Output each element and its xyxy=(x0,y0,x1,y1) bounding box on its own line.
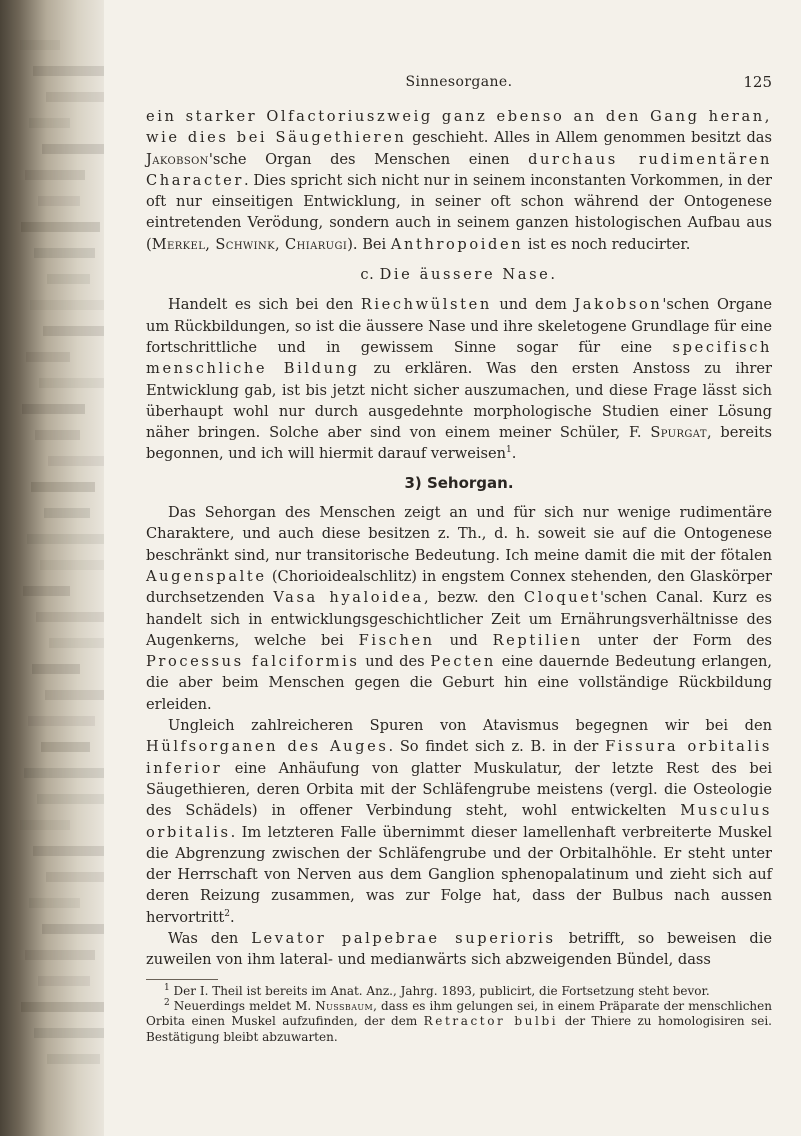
paragraph-4 xyxy=(146,715,772,928)
spaced-text: Riechwülsten xyxy=(360,296,492,314)
bleed-mark xyxy=(46,92,104,102)
bleed-mark xyxy=(33,66,104,76)
text: zu erklären. Was den ersten Anstoss zu ihrer Entwicklung gab, ist bis jetzt nicht sicher auszumachen, und diese Frage lässt sich überhaupt wohl nur durch ausgedehnte morphologische Studien einer Lösung näher bringen. Solche aber sind von einem meiner Schüler, F. xyxy=(146,360,773,442)
spaced-text: Fissura orbitalis inferior xyxy=(146,738,773,777)
text: . xyxy=(511,445,517,463)
running-head xyxy=(146,74,772,96)
bleed-mark xyxy=(28,716,95,726)
spaced-text: Vasa hyaloidea xyxy=(273,589,424,607)
text: (Chorioidealschlitz) in engstem Connex stehenden, den Glaskörper durchsetzenden xyxy=(146,567,772,607)
bleed-mark xyxy=(49,638,104,648)
text: 'sche Organ des Menschen einen xyxy=(208,150,529,168)
bleed-mark xyxy=(42,924,104,934)
bleed-mark xyxy=(29,898,80,908)
bleed-mark xyxy=(34,1028,104,1038)
text: Was den xyxy=(168,929,252,947)
paragraph-2 xyxy=(146,294,772,464)
text: und dem xyxy=(491,296,575,314)
spaced-text: Fischen xyxy=(358,631,435,649)
text: unter der Form des xyxy=(582,631,773,649)
spaced-text: Cloquet xyxy=(523,589,600,607)
bleed-mark xyxy=(43,326,104,336)
text: eine dauernde Bedeutung erlangen, die aber beim Menschen gegen die Geburt hin eine vollständige Rückbildung erleiden. xyxy=(146,653,772,713)
bleed-mark xyxy=(29,118,70,128)
paragraph-3 xyxy=(146,502,772,715)
bleed-mark xyxy=(47,1054,100,1064)
spaced-text: Processus falciformis xyxy=(146,653,360,671)
paragraph-1 xyxy=(146,106,772,255)
footnote-text: Neuerdings meldet M. xyxy=(169,998,316,1013)
spaced-text: specifisch menschliche Bildung xyxy=(146,338,772,378)
footnote-rule xyxy=(146,979,218,980)
bleed-mark xyxy=(36,612,104,622)
bleed-mark xyxy=(27,534,104,544)
spaced-text: Musculus orbitalis xyxy=(146,802,772,841)
page-number: 125 xyxy=(743,73,772,91)
text: 'schen Canal. Kurz es handelt sich in entwicklungsgeschichtlicher Zeit um Ernährungsverhältnisse des Augenkerns, welche bei xyxy=(146,589,772,649)
bleed-mark xyxy=(46,872,104,882)
spaced-text: ein starker Olfactoriuszweig ganz ebenso an den Gang heran, wie dies bei Säugethieren xyxy=(146,108,772,147)
text: Handelt es sich bei den xyxy=(168,296,361,314)
bleed-mark xyxy=(20,40,60,50)
bleed-mark xyxy=(26,352,70,362)
author-name: Jakobson xyxy=(146,150,209,168)
spaced-text: Reptilien xyxy=(492,631,583,649)
footnote-mark: 2 xyxy=(164,997,170,1008)
footnote-mark: 1 xyxy=(164,982,170,993)
text: . xyxy=(230,908,235,926)
subsection-prefix: c. xyxy=(360,266,380,284)
text: , bereits begonnen, und ich will hiermit darauf verweisen xyxy=(146,424,773,463)
book-page xyxy=(104,0,801,1136)
bleed-mark xyxy=(38,976,90,986)
text: ist es noch reducirter. xyxy=(523,235,691,253)
footnote-2 xyxy=(146,999,772,1045)
text: Ungleich zahlreicheren Spuren von Atavismus begegnen wir bei den xyxy=(168,717,772,735)
bleed-mark xyxy=(37,794,104,804)
bleed-mark xyxy=(48,456,104,466)
bleed-mark xyxy=(41,742,90,752)
text: und xyxy=(434,631,493,649)
author-name: Spurgat xyxy=(650,424,707,442)
spaced-text: durchaus rudimentären Character xyxy=(146,150,773,189)
spaced-text: Hülfsorganen des Auges xyxy=(146,738,389,756)
bleed-mark xyxy=(47,274,90,284)
footnote-text: , dass es ihm gelungen sei, in einem Präparate der menschlichen Orbita einen Muskel aufzufinden, der dem xyxy=(146,998,772,1029)
spaced-text: Augenspalte xyxy=(146,567,267,585)
bleed-mark xyxy=(33,846,104,856)
footnote-ref-1[interactable]: 1 xyxy=(506,445,512,456)
bleed-mark xyxy=(38,196,80,206)
bleed-mark xyxy=(40,560,104,570)
subsection-title: Die äussere Nase. xyxy=(379,266,558,284)
footnote-text: der Thiere zu homologisiren sei. Bestätigung bleibt abzuwarten. xyxy=(146,1014,772,1044)
author-names: Merkel, Schwink, Chiarugi xyxy=(151,235,348,253)
text: geschieht. Alles in Allem genommen besitzt das xyxy=(406,129,772,147)
text: , bezw. den xyxy=(423,589,524,607)
bleed-mark xyxy=(34,248,95,258)
spaced-text: Jakobson xyxy=(574,296,663,314)
spaced-text: Levator palpebrae superioris xyxy=(251,929,556,947)
footnote-1 xyxy=(146,984,772,999)
text: und des xyxy=(359,653,431,671)
bleed-mark xyxy=(20,820,70,830)
bleed-mark xyxy=(39,378,104,388)
bleed-mark xyxy=(21,222,100,232)
text: . So findet sich z. B. in der xyxy=(388,738,606,756)
page-body xyxy=(146,106,772,1045)
bleed-mark xyxy=(23,586,70,596)
text: 'schen Organe um Rückbildungen, so ist die äussere Nase und ihre skeletogene Grundlage für eine fortschrittliche und in gewissem Sinne sogar für eine xyxy=(146,296,772,356)
bleed-mark xyxy=(42,144,104,154)
bleed-mark xyxy=(31,482,95,492)
running-title: Sinnesorgane. xyxy=(405,74,513,90)
bleed-mark xyxy=(25,170,85,180)
footnote-text: Der I. Theil ist bereits im Anat. Anz., Jahrg. 1893, publicirt, die Fortsetzung steht bevor. xyxy=(169,983,710,998)
section-heading: 3) Sehorgan. xyxy=(404,473,514,492)
bleed-mark xyxy=(45,690,104,700)
text: . Im letzteren Falle übernimmt dieser lamellenhaft verbreiterte Muskel die Abgrenzung zwischen der Schläfengrube und der Orbitalhöhle. Er steht unter der Herrschaft von Nerven aus dem Ganglion sphenopalatinum und zieht sich auf deren Reizung zusammen, was zur Folge hat, dass der Bulbus nach aussen hervortritt xyxy=(146,823,772,926)
text: eine Anhäufung von glatter Muskulatur, der letzte Rest des bei Säugethieren, deren Orbita mit der Schläfengrube meistens (vergl. die Osteologie des Schädels) in offener Verbindung steht, wohl entwickelten xyxy=(146,759,772,820)
footnote-ref-2[interactable]: 2 xyxy=(224,908,230,919)
spaced-text: Anthropoiden xyxy=(390,235,524,253)
text: Das Sehorgan des Menschen zeigt an und für sich nur wenige rudimentäre Charaktere, und auch diese besitzen z. Th., d. h. soweit sie auf die Ontogenese beschränkt sind, nur transitorische Bedeutung. Ich meine damit die mit der fötalen xyxy=(146,504,772,564)
bleed-mark xyxy=(25,950,95,960)
bleed-mark xyxy=(22,404,85,414)
bleed-mark xyxy=(32,664,80,674)
text: . Dies spricht sich nicht nur in seinem inconstanten Vorkommen, in der oft nur einseitigen Entwicklung, in seiner oft schon während der Ontogenese eintretenden Verödung, sondern auch in seinem ganzen histologischen Aufbau aus ( xyxy=(146,171,772,253)
spaced-text: Retractor bulbi xyxy=(423,1014,559,1029)
spaced-text: Pecten xyxy=(430,653,496,671)
bleed-mark xyxy=(21,1002,104,1012)
paragraph-5 xyxy=(146,928,772,971)
bleed-mark xyxy=(35,430,80,440)
facing-page-bleed xyxy=(0,0,104,1136)
subsection-heading xyxy=(146,264,772,285)
text: ). Bei xyxy=(347,235,391,253)
bleed-mark xyxy=(30,300,104,310)
bleed-mark xyxy=(24,768,104,778)
bleed-mark xyxy=(44,508,90,518)
footnotes xyxy=(146,984,772,1046)
author-name: Nussbaum xyxy=(315,998,374,1013)
text: betrifft, so beweisen die zuweilen von ihm lateral- und medianwärts sich abzweigenden Bündel, dass xyxy=(146,929,773,969)
